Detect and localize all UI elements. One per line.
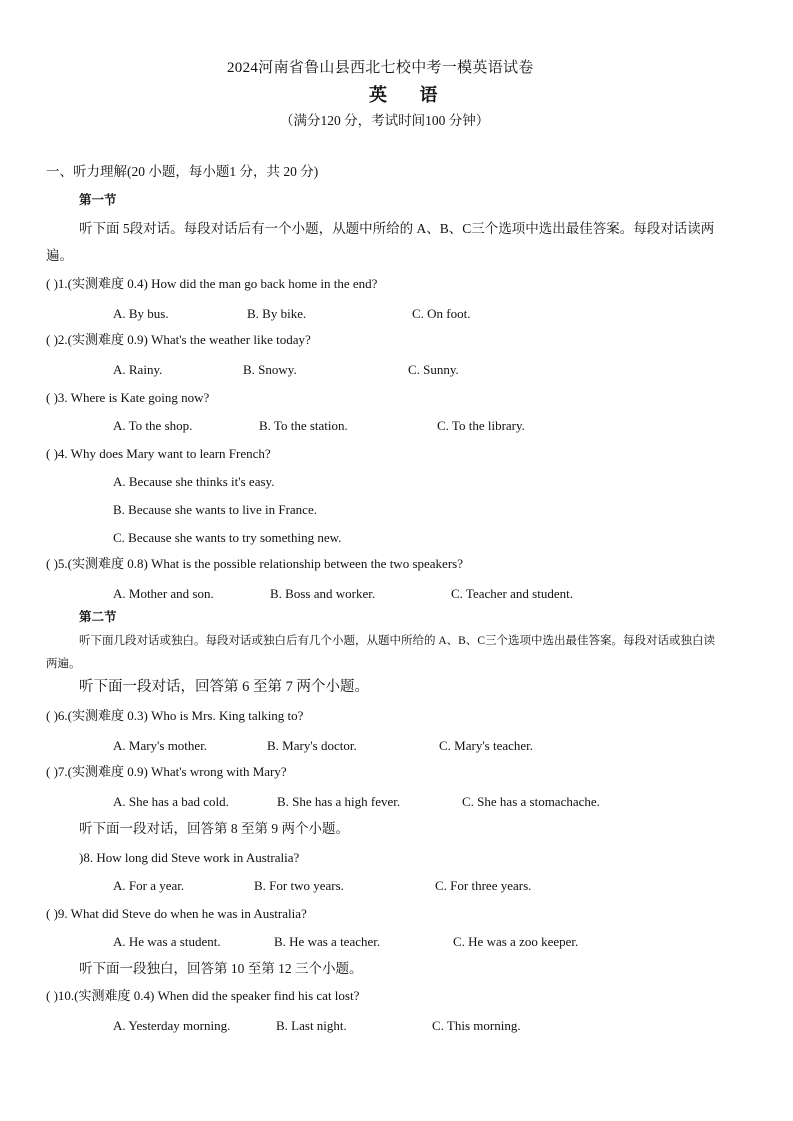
question-stem-9: ( )9. What did Steve do when he was in Australia? bbox=[46, 906, 307, 921]
option-3a: A. To the shop. bbox=[113, 418, 193, 433]
question-stem-2: ( )2.(实测难度 0.9) What's the weather like today? bbox=[46, 332, 311, 347]
option-6a: A. Mary's mother. bbox=[113, 738, 208, 753]
part1-instructions-line1: 听下面 5段对话。每段对话后有一个小题，从题中所给的 A、B、C三个选项中选出最佳答案。每段对话读两 bbox=[79, 221, 715, 236]
part2-instructions-line1: 听下面几段对话或独白。每段对话或独白后有几个小题，从题中所给的 A、B、C三个选项中选出最佳答案。每段对话或独白读 bbox=[79, 635, 716, 647]
exam-title: 2024河南省鲁山县西北七校中考一模英语试卷 bbox=[227, 60, 534, 76]
part-label-1: 第一节 bbox=[79, 193, 117, 207]
part1-instructions-line2: 遍。 bbox=[46, 248, 73, 263]
intro-questions-10-12: 听下面一段独白，回答第 10 至第 12 三个小题。 bbox=[79, 961, 363, 976]
option-5a: A. Mother and son. bbox=[113, 586, 214, 601]
score-time-note: （满分120 分，考试时间100 分钟） bbox=[280, 113, 490, 128]
part2-instructions-line2: 两遍。 bbox=[46, 658, 81, 670]
question-stem-10: ( )10.(实测难度 0.4) When did the speaker find his cat lost? bbox=[46, 988, 360, 1003]
question-stem-6: ( )6.(实测难度 0.3) Who is Mrs. King talking to? bbox=[46, 708, 304, 723]
option-10a: A. Yesterday morning. bbox=[113, 1018, 231, 1033]
option-3c: C. To the library. bbox=[437, 418, 525, 433]
option-10c: C. This morning. bbox=[432, 1018, 521, 1033]
option-9b: B. He was a teacher. bbox=[274, 934, 381, 949]
subject-heading: 英 语 bbox=[369, 85, 452, 105]
option-8b: B. For two years. bbox=[254, 878, 344, 893]
option-5c: C. Teacher and student. bbox=[451, 586, 573, 601]
option-5b: B. Boss and worker. bbox=[270, 586, 376, 601]
option-1b: B. By bike. bbox=[247, 306, 307, 321]
option-7a: A. She has a bad cold. bbox=[113, 794, 229, 809]
option-1c: C. On foot. bbox=[412, 306, 471, 321]
intro-questions-8-9: 听下面一段对话，回答第 8 至第 9 两个小题。 bbox=[79, 821, 349, 836]
option-2a: A. Rainy. bbox=[113, 362, 163, 377]
option-2c: C. Sunny. bbox=[408, 362, 459, 377]
intro-questions-6-7: 听下面一段对话，回答第 6 至第 7 两个小题。 bbox=[79, 679, 369, 695]
question-stem-1: ( )1.(实测难度 0.4) How did the man go back home in the end? bbox=[46, 276, 378, 291]
section-heading-listening: 一、听力理解(20 小题，每小题1 分，共 20 分) bbox=[46, 164, 319, 179]
option-8c: C. For three years. bbox=[435, 878, 532, 893]
question-stem-3: ( )3. Where is Kate going now? bbox=[46, 390, 210, 405]
option-6c: C. Mary's teacher. bbox=[439, 738, 534, 753]
option-4a: A. Because she thinks it's easy. bbox=[113, 474, 275, 489]
question-stem-8: )8. How long did Steve work in Australia? bbox=[79, 850, 300, 865]
option-9c: C. He was a zoo keeper. bbox=[453, 934, 579, 949]
option-7b: B. She has a high fever. bbox=[277, 794, 401, 809]
option-4b: B. Because she wants to live in France. bbox=[113, 502, 317, 517]
option-6b: B. Mary's doctor. bbox=[267, 738, 357, 753]
option-7c: C. She has a stomachache. bbox=[462, 794, 600, 809]
option-10b: B. Last night. bbox=[276, 1018, 347, 1033]
option-3b: B. To the station. bbox=[259, 418, 348, 433]
question-stem-4: ( )4. Why does Mary want to learn French? bbox=[46, 446, 271, 461]
option-4c: C. Because she wants to try something new. bbox=[113, 530, 342, 545]
question-stem-7: ( )7.(实测难度 0.9) What's wrong with Mary? bbox=[46, 764, 287, 779]
option-9a: A. He was a student. bbox=[113, 934, 221, 949]
option-2b: B. Snowy. bbox=[243, 362, 297, 377]
part-label-2: 第二节 bbox=[79, 610, 117, 624]
question-stem-5: ( )5.(实测难度 0.8) What is the possible relationship between the two speakers? bbox=[46, 556, 463, 571]
option-8a: A. For a year. bbox=[113, 878, 185, 893]
option-1a: A. By bus. bbox=[113, 306, 169, 321]
